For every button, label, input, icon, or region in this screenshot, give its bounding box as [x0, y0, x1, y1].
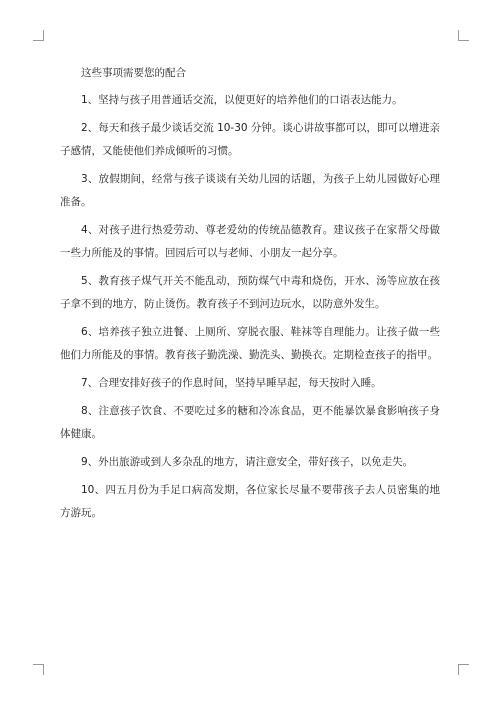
- crop-mark-bottom-left: [33, 664, 44, 675]
- list-item-7: 7、合理安排好孩子的作息时间，坚持早睡早起，每天按时入睡。: [81, 377, 382, 389]
- list-item-10: 10、四五月份为手足口病高发期，各位家长尽量不要带孩子去人员密集的地方游玩。: [60, 484, 440, 519]
- crop-mark-top-right: [458, 30, 469, 41]
- list-item-2: 2、每天和孩子最少谈话交流 10-30 分钟。谈心讲故事都可以，即可以增进亲子感情，又能使他们养成倾听的习惯。: [60, 122, 440, 157]
- list-item-9: 9、外出旅游或到人多杂乱的地方，请注意安全，带好孩子，以免走失。: [81, 456, 414, 468]
- list-item-1: 1、坚持与孩子用普通话交流，以便更好的培养他们的口语表达能力。: [81, 94, 403, 106]
- list-item-6: 6、培养孩子独立进餐、上厕所、穿脱衣服、鞋袜等自理能力。让孩子做一些他们力所能及的事情。教育孩子勤洗澡、勤洗头、勤换衣。定期检查孩子的指甲。: [60, 326, 440, 361]
- intro-text: 这些事项需要您的配合: [81, 67, 186, 79]
- crop-mark-top-left: [33, 30, 44, 41]
- list-item-3: 3、放假期间，经常与孩子谈谈有关幼儿园的话题，为孩子上幼儿园做好心理准备。: [60, 173, 440, 208]
- list-item-4: 4、对孩子进行热爱劳动、尊老爱幼的传统品德教育。建议孩子在家帮父母做一些力所能及的事情。回园后可以与老师、小朋友一起分享。: [60, 224, 440, 259]
- document-body: [60, 62, 440, 530]
- list-item-8: 8、注意孩子饮食、不要吃过多的糖和冷冻食品，更不能暴饮暴食影响孩子身体健康。: [60, 405, 440, 440]
- list-item-5: 5、教育孩子煤气开关不能乱动，预防煤气中毒和烧伤，开水、汤等应放在孩子拿不到的地方，防止烫伤。教育孩子不到河边玩水，以防意外发生。: [60, 275, 440, 310]
- crop-mark-bottom-right: [458, 664, 469, 675]
